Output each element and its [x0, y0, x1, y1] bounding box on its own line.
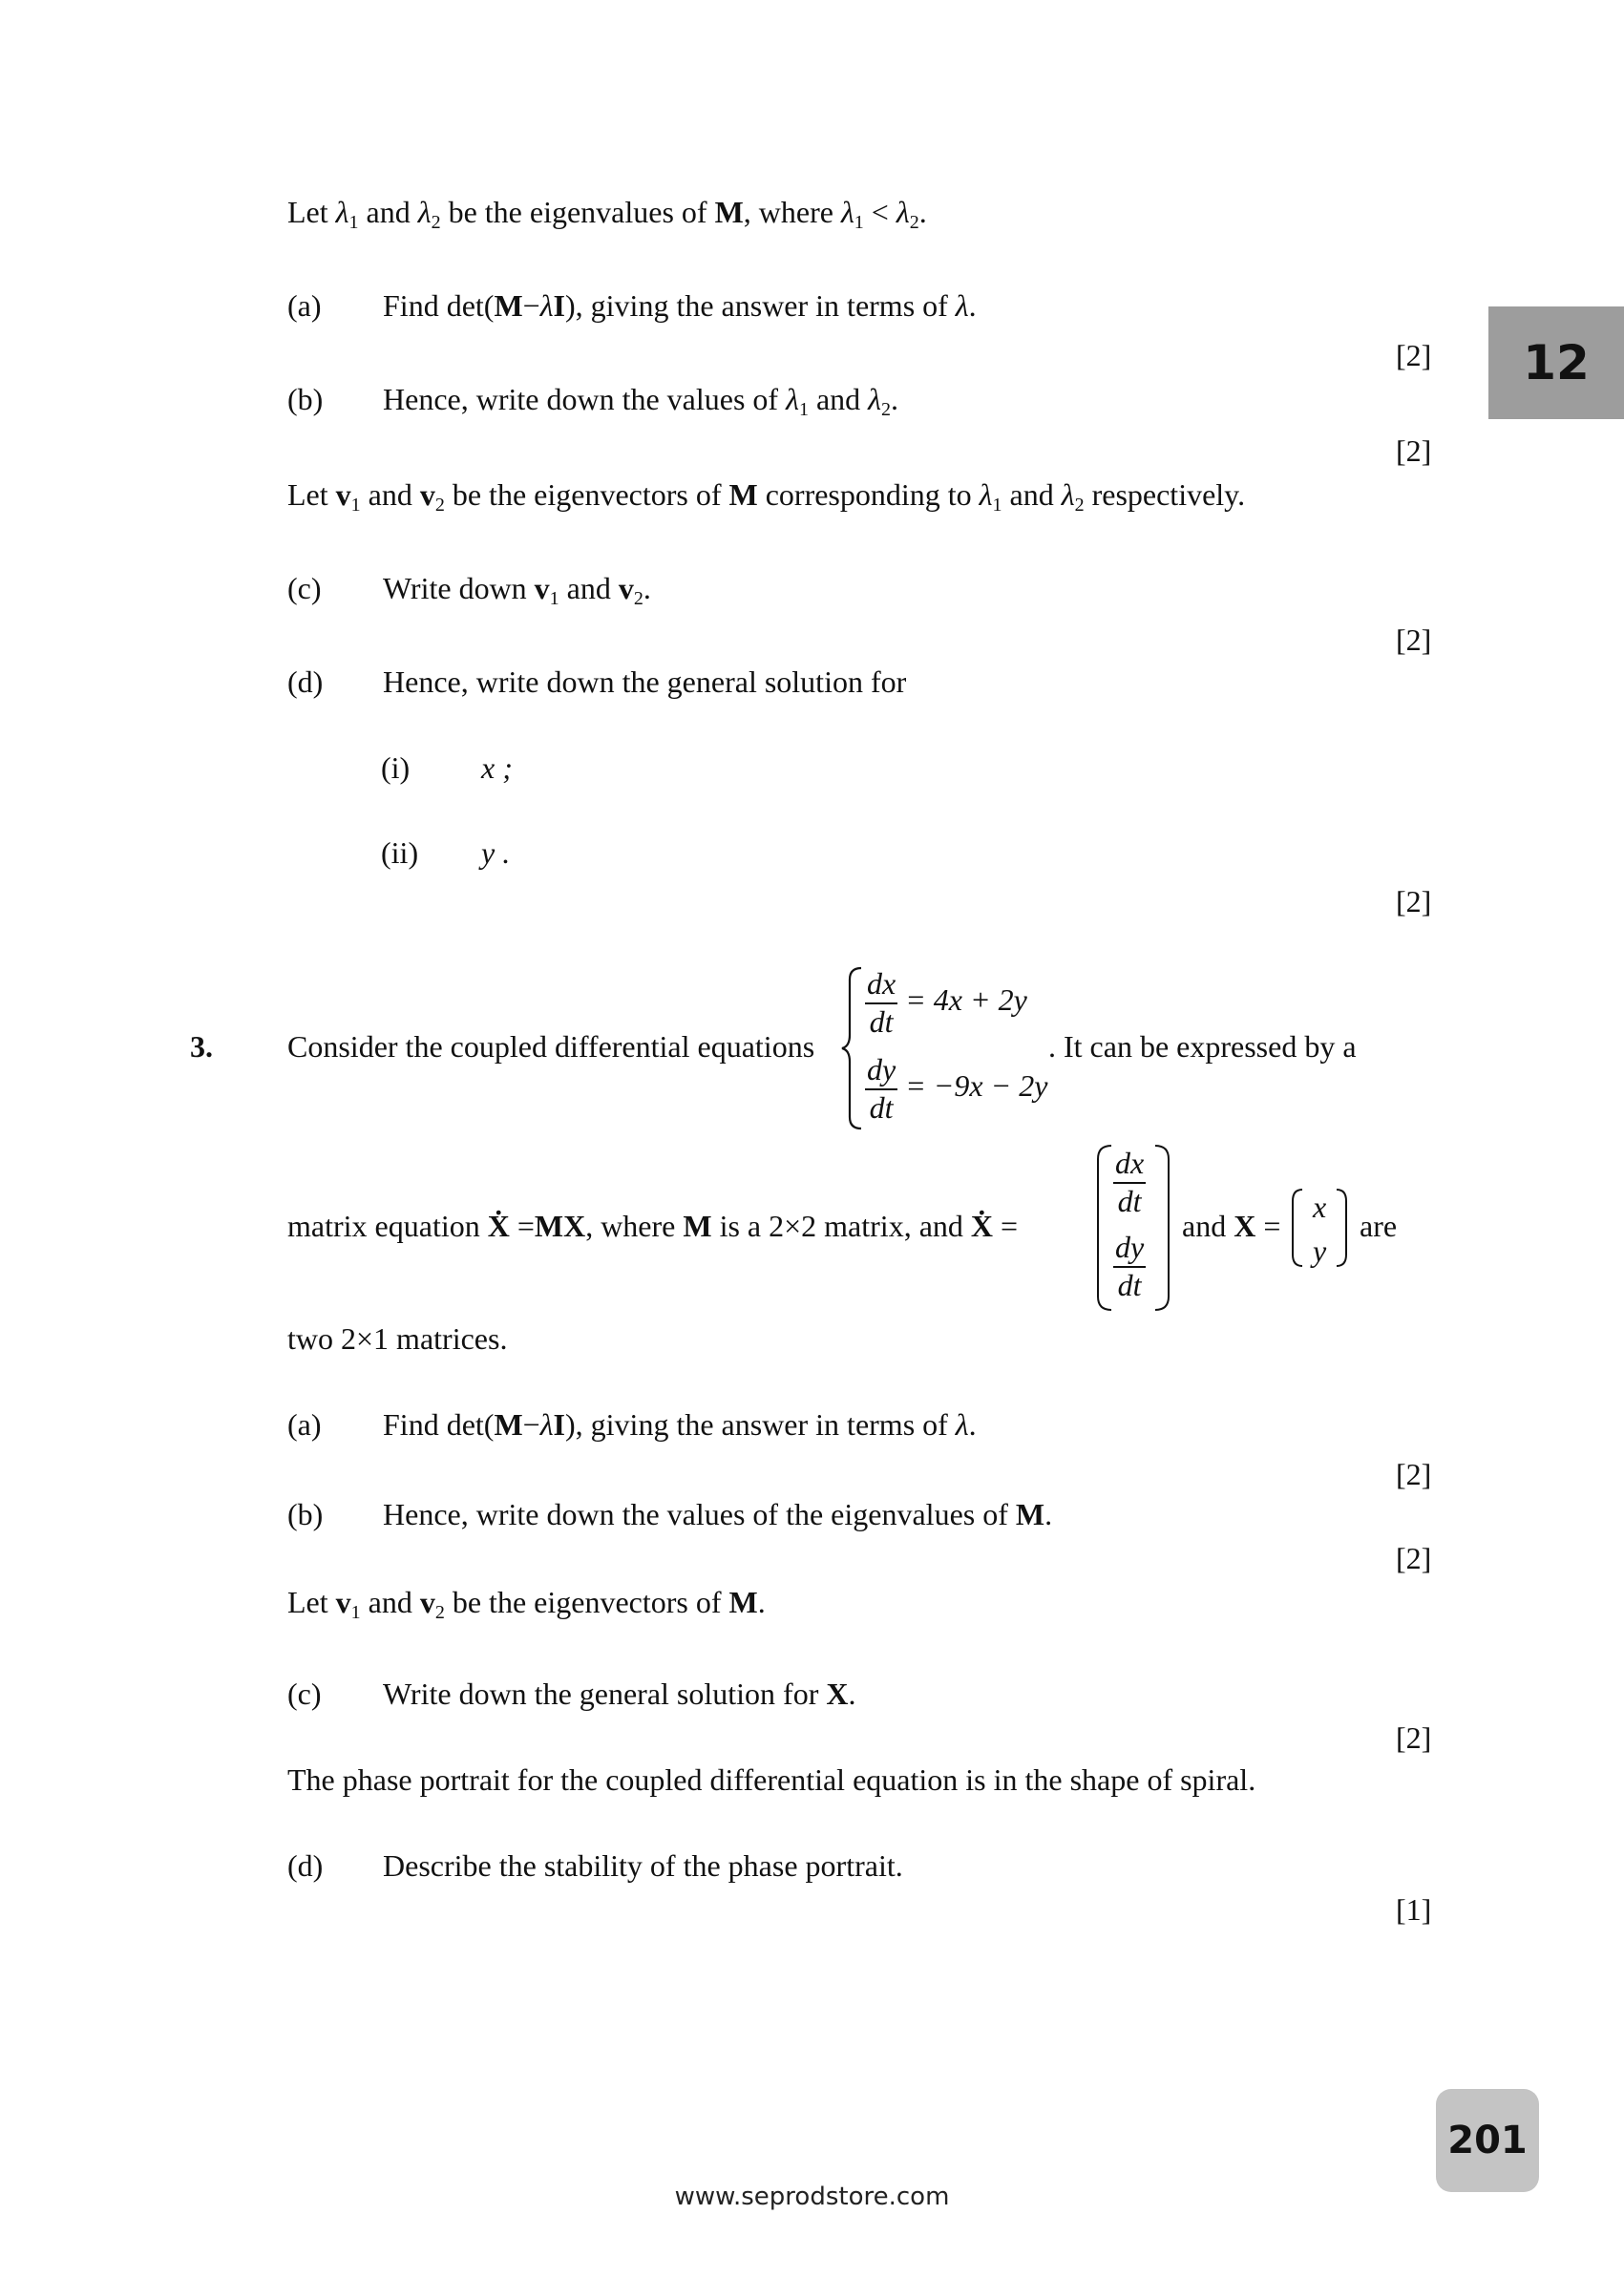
- q3-intro-tail: . It can be expressed by a: [1048, 1029, 1357, 1064]
- q3-phase-text: The phase portrait for the coupled differential equation is in the shape of spiral.: [287, 1762, 1256, 1797]
- q2-d-marks: [2]: [1396, 884, 1432, 918]
- q2-b-label: (b): [287, 382, 324, 416]
- q3-b-text: Hence, write down the values of the eigenvalues of M.: [383, 1497, 1053, 1531]
- q3-d-text: Describe the stability of the phase portrait.: [383, 1848, 903, 1883]
- q3-a-marks: [2]: [1396, 1457, 1432, 1491]
- matrix-eq-line-2: and X =: [1182, 1209, 1281, 1243]
- x-vector-y: y: [1313, 1234, 1327, 1268]
- q2-a-marks: [2]: [1396, 338, 1432, 372]
- q2-b-text: Hence, write down the values of $\lambda_1$ and $\lambda_2$.: [383, 382, 898, 420]
- derivative-vector-dx: $\frac{dx}{dt}$: [1115, 1146, 1145, 1218]
- q3-c-text: Write down the general solution for X.: [383, 1677, 856, 1711]
- system-brace: [840, 966, 867, 1130]
- ode-2: $\frac{dy}{dt}$ = −9x − 2y: [867, 1052, 1048, 1125]
- q2-eigenvector-line: Let $v_1$ and $v_2$ be the eigenvectors of M corresponding to $\lambda_1$ and $\lambda_2$ respectively.: [287, 477, 1246, 516]
- q3-a-label: (a): [287, 1407, 322, 1442]
- q3-eigenvector-line: Let $v_1$ and $v_2$ be the eigenvectors of M.: [287, 1585, 766, 1623]
- q2-d-i-text: x ;: [481, 750, 513, 785]
- q3-intro: Consider the coupled differential equations: [287, 1029, 815, 1064]
- x-vector-x: x: [1313, 1190, 1327, 1224]
- q2-c-marks: [2]: [1396, 622, 1432, 657]
- q3-b-marks: [2]: [1396, 1541, 1432, 1575]
- matrix-eq-line-1: matrix equation Ẋ =MX, where M is a 2×2 matrix, and Ẋ =: [287, 1209, 1019, 1243]
- chapter-tab: 12: [1488, 306, 1624, 419]
- q3-d-marks: [1]: [1396, 1892, 1432, 1927]
- q2-a-text: Find det(M−λI), giving the answer in terms of λ.: [383, 288, 977, 323]
- page-number: 201: [1436, 2089, 1539, 2192]
- q2-d-ii-text: y .: [481, 835, 511, 870]
- q3-a-text: Find det(M−λI), giving the answer in terms of λ.: [383, 1407, 977, 1442]
- footer-url: www.seprodstore.com: [674, 2183, 950, 2211]
- q2-d-label: (d): [287, 664, 324, 699]
- derivative-vector-dy: $\frac{dy}{dt}$: [1115, 1230, 1145, 1302]
- q2-a-label: (a): [287, 288, 322, 323]
- q2-d-ii-label: (ii): [381, 835, 419, 870]
- matrix-eq-are: are: [1360, 1209, 1398, 1243]
- q2-b-marks: [2]: [1396, 433, 1432, 468]
- q2-c-text: Write down $v_1$ and $v_2$.: [383, 571, 651, 609]
- q3-d-label: (d): [287, 1848, 324, 1883]
- matrix-eq-line-3: two 2×1 matrices.: [287, 1321, 508, 1356]
- ode-1: $\frac{dx}{dt}$ = 4x + 2y: [867, 966, 1027, 1039]
- q3-c-marks: [2]: [1396, 1720, 1432, 1755]
- q3-c-label: (c): [287, 1677, 322, 1711]
- q2-intro-line: Let $\lambda_1$ and $\lambda_2$ be the eigenvalues of M, where $\lambda_1 < \lambda_2$.: [287, 195, 927, 233]
- q2-d-text: Hence, write down the general solution for: [383, 664, 907, 699]
- q2-d-i-label: (i): [381, 750, 411, 785]
- q2-c-label: (c): [287, 571, 322, 605]
- q3-b-label: (b): [287, 1497, 324, 1531]
- q3-number: 3.: [190, 1029, 213, 1064]
